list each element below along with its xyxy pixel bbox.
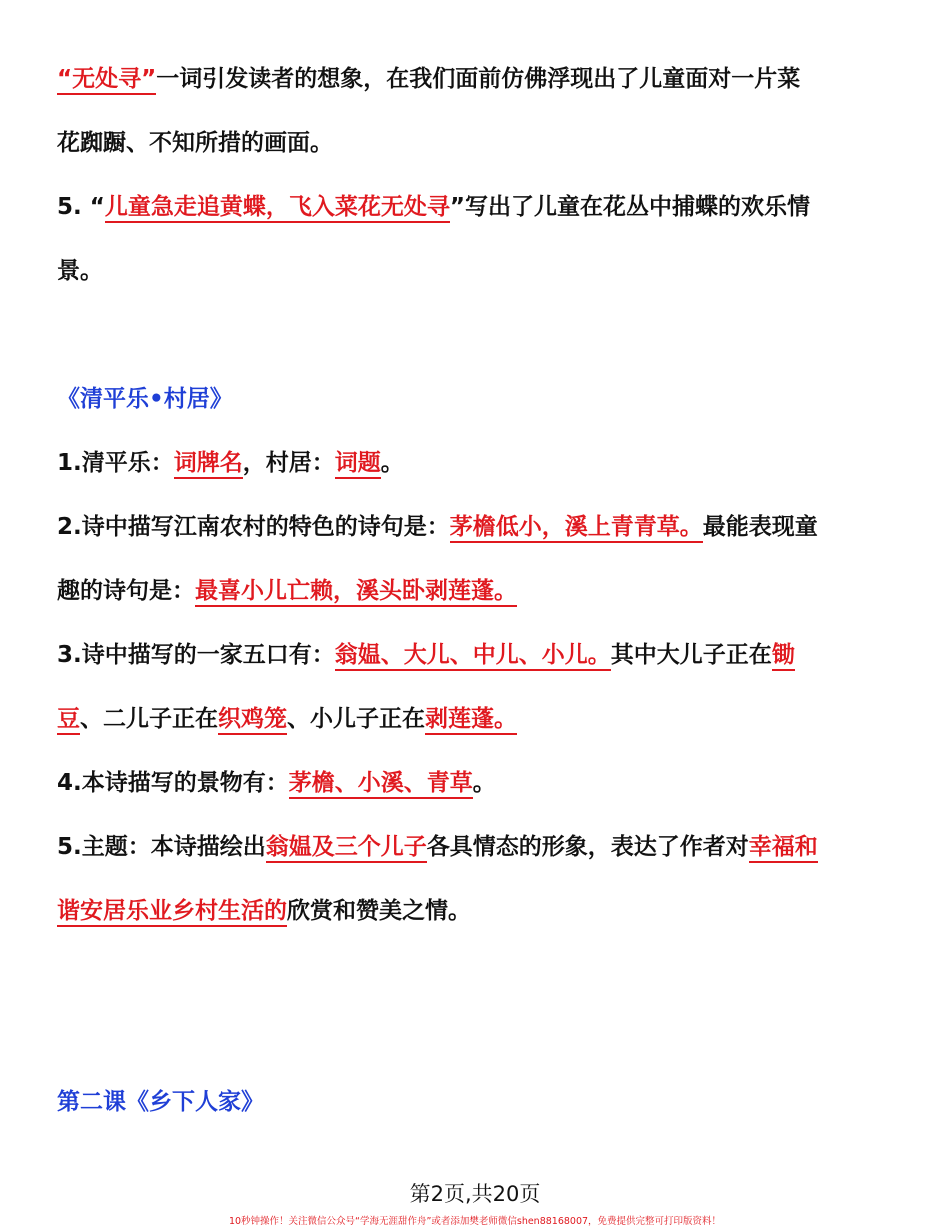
- section-heading: 《清平乐•村居》: [57, 386, 233, 412]
- text: ，村居：: [242, 450, 335, 476]
- question-item: [57, 510, 897, 544]
- text: 4.本诗描写的景物有：: [57, 770, 289, 796]
- answer-blank: 茅檐、小溪、青草: [289, 770, 473, 799]
- answer-blank: 豆: [57, 706, 80, 735]
- text: 5.主题：本诗描绘出: [57, 834, 266, 860]
- question-item: [57, 638, 897, 672]
- page-number: 第2页,共20页: [409, 1182, 541, 1206]
- answer-blank: “无处寻”: [57, 66, 156, 95]
- question-item: [57, 574, 897, 608]
- answer-blank: 翁媪、大儿、中儿、小儿。: [335, 642, 611, 671]
- answer-blank: 翁媪及三个儿子: [266, 834, 427, 863]
- answer-blank: 词题: [335, 450, 381, 479]
- answer-blank: 幸福和: [749, 834, 818, 863]
- paragraph-line: [57, 254, 897, 288]
- question-item: [57, 446, 897, 480]
- question-item: [57, 766, 897, 800]
- text: 欣赏和赞美之情。: [287, 898, 471, 924]
- question-item: [57, 702, 897, 736]
- text: 1.清平乐：: [57, 450, 174, 476]
- answer-blank: 茅檐低小，溪上青青草。: [450, 514, 703, 543]
- paragraph-line: [57, 190, 897, 224]
- question-item: [57, 894, 897, 928]
- answer-blank: 最喜小儿亡赖，溪头卧剥莲蓬。: [195, 578, 517, 607]
- section-heading: 第二课《乡下人家》: [57, 1089, 264, 1115]
- text: 。: [380, 450, 404, 476]
- text: 景。: [57, 258, 103, 284]
- footer-notice: 10秒钟操作！关注微信公众号“学海无涯甜作舟”或者添加樊老师微信shen88168007，免费提供完整可打印版资料！: [228, 1216, 722, 1227]
- text: 一词引发读者的想象，在我们面前仿佛浮现出了儿童面对一片菜: [156, 66, 801, 92]
- answer-blank: 谐安居乐业乡村生活的: [57, 898, 287, 927]
- text: 5. “: [57, 194, 105, 220]
- text: 3.诗中描写的一家五口有：: [57, 642, 335, 668]
- text: 。: [472, 770, 496, 796]
- answer-blank: 词牌名: [174, 450, 243, 479]
- paragraph-line: [57, 126, 897, 160]
- answer-blank: 儿童急走追黄蝶，飞入菜花无处寻: [105, 194, 450, 223]
- text: 其中大儿子正在: [610, 642, 772, 668]
- text: 花踟蹰、不知所措的画面。: [57, 130, 333, 156]
- text: 、小儿子正在: [287, 706, 425, 732]
- answer-blank: 织鸡笼: [218, 706, 287, 735]
- text: 2.诗中描写江南农村的特色的诗句是：: [57, 514, 450, 540]
- text: 各具情态的形象，表达了作者对: [426, 834, 749, 860]
- question-item: [57, 830, 897, 864]
- answer-blank: 锄: [772, 642, 795, 671]
- text: 、二儿子正在: [80, 706, 218, 732]
- text: 最能表现童: [702, 514, 818, 540]
- answer-blank: 剥莲蓬。: [425, 706, 517, 735]
- paragraph-line: [57, 62, 897, 96]
- text: ”写出了儿童在花丛中捕蝶的欢乐情: [449, 194, 810, 220]
- text: 趣的诗句是：: [57, 578, 195, 604]
